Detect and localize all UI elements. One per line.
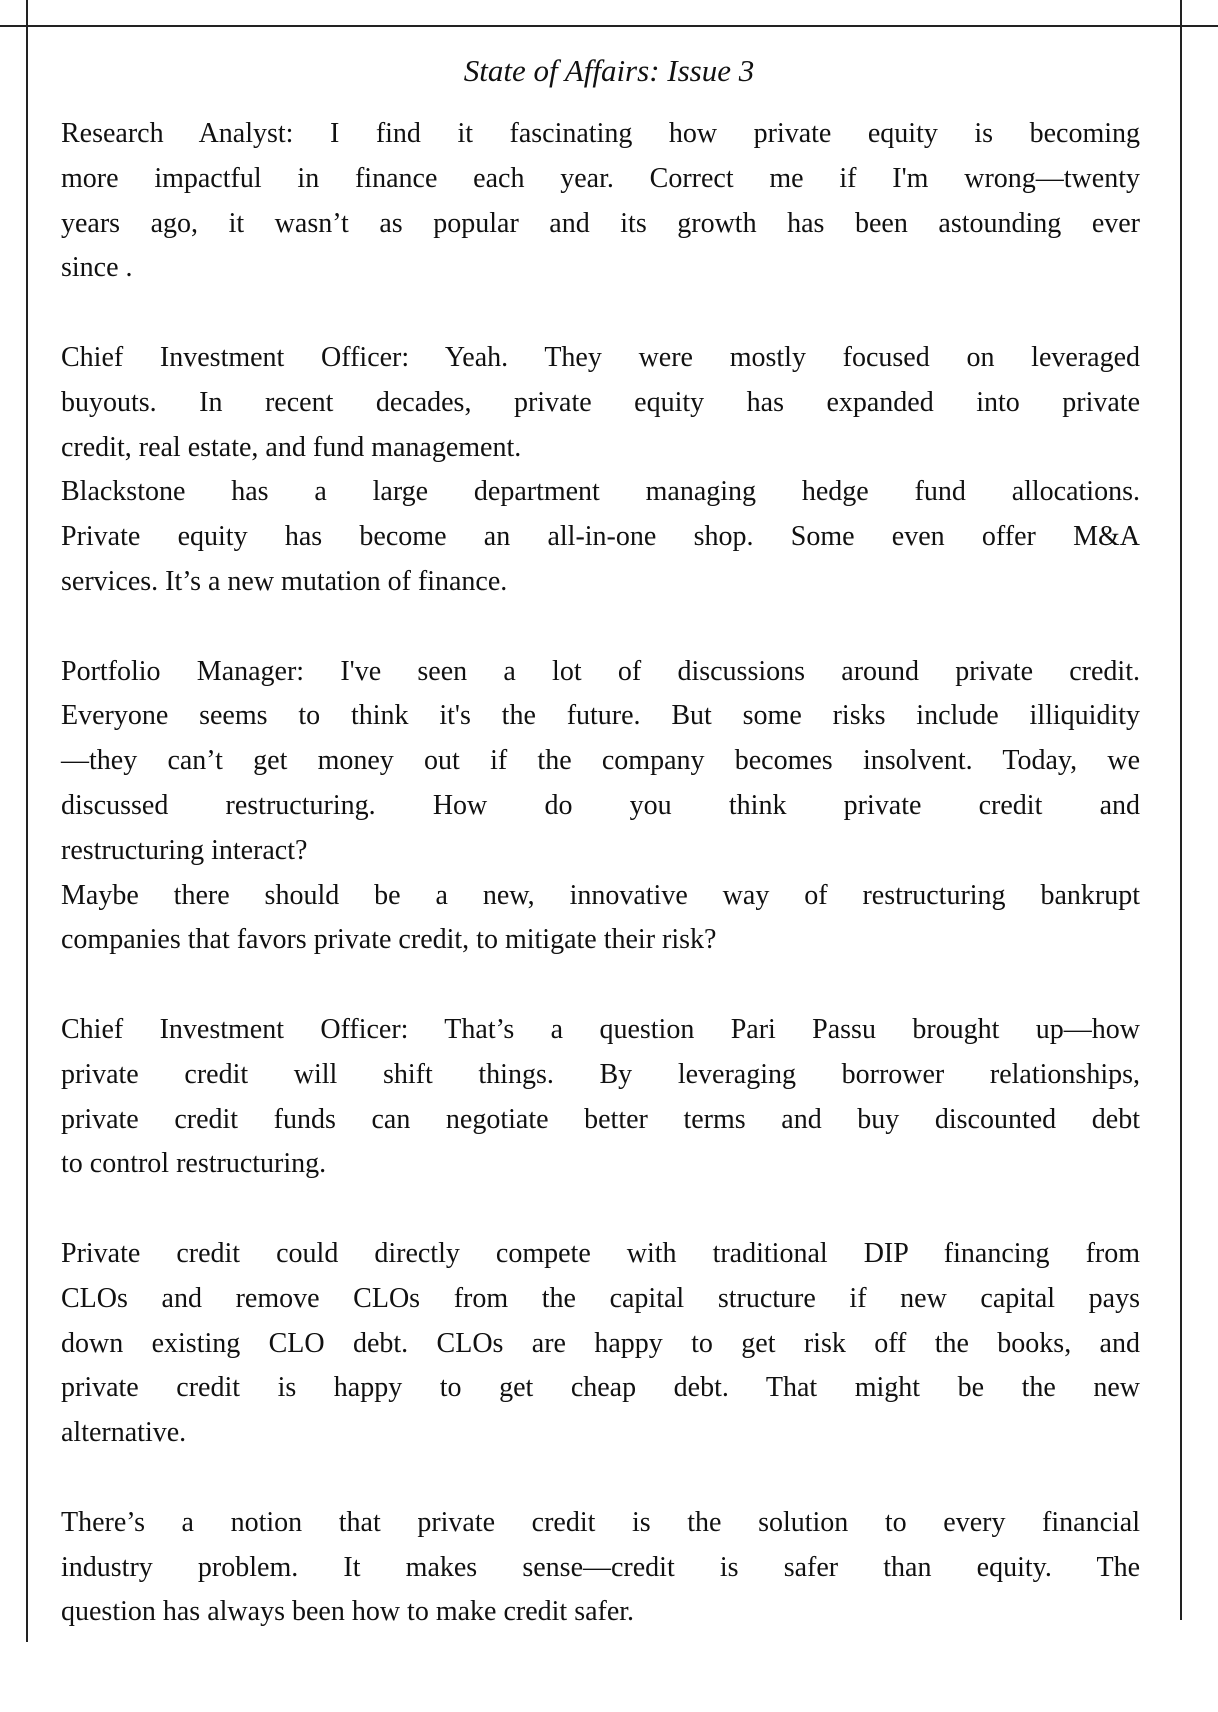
text-line: question has always been how to make credit safer. [61, 1596, 635, 1628]
text-line: private credit funds can negotiate better terms and buy discounted debt [61, 1103, 1140, 1135]
text-line: There’s a notion that private credit is the solution to every financial [61, 1506, 1140, 1538]
text-line: private credit will shift things. By leveraging borrower relationships, [61, 1058, 1140, 1090]
right-border-line [1180, 0, 1182, 1620]
paragraph [61, 650, 1140, 874]
text-line: Private equity has become an all-in-one shop. Some even offer M&A [61, 521, 1140, 553]
text-line: discussed restructuring. How do you think private credit and [61, 789, 1140, 821]
paragraph [61, 336, 1140, 470]
paragraph-gap [61, 1456, 1140, 1501]
text-line: down existing CLO debt. CLOs are happy to get risk off the books, and [61, 1327, 1140, 1359]
text-line: since . [61, 252, 133, 284]
text-line: credit, real estate, and fund management. [61, 431, 522, 463]
text-line: Portfolio Manager: I've seen a lot of discussions around private credit. [61, 655, 1140, 687]
text-line: —they can’t get money out if the company becomes insolvent. Today, we [61, 745, 1140, 777]
text-line: CLOs and remove CLOs from the capital structure if new capital pays [61, 1282, 1140, 1314]
text-line: services. It’s a new mutation of finance. [61, 565, 508, 597]
text-line: private credit is happy to get cheap debt. That might be the new [61, 1372, 1140, 1404]
text-line: more impactful in finance each year. Correct me if I'm wrong—twenty [61, 162, 1140, 194]
text-line: Everyone seems to think it's the future. But some risks include illiquidity [61, 700, 1140, 732]
document-title: State of Affairs: Issue 3 [463, 53, 755, 88]
text-line: alternative. [61, 1417, 187, 1449]
paragraph [61, 874, 1140, 964]
text-line: industry problem. It makes sense—credit is safer than equity. The [61, 1551, 1140, 1583]
text-line: buyouts. In recent decades, private equity has expanded into private [61, 386, 1140, 418]
paragraph-gap [61, 963, 1140, 1008]
paragraph [61, 1008, 1140, 1187]
left-border-line [26, 0, 28, 1642]
paragraph [61, 112, 1140, 291]
text-line: companies that favors private credit, to mitigate their risk? [61, 924, 717, 956]
text-line: Research Analyst: I find it fascinating how private equity is becoming [61, 118, 1140, 149]
paragraph-gap [61, 1187, 1140, 1232]
paragraph [61, 1501, 1140, 1635]
text-line: Maybe there should be a new, innovative way of restructuring bankrupt [61, 879, 1140, 911]
text-line: Chief Investment Officer: That’s a question Pari Passu brought up—how [61, 1013, 1140, 1045]
text-line: restructuring interact? [61, 834, 308, 866]
document-body [61, 112, 1140, 1635]
text-line: to control restructuring. [61, 1148, 327, 1180]
paragraph-gap [61, 291, 1140, 336]
text-line: Chief Investment Officer: Yeah. They were mostly focused on leveraged [61, 341, 1140, 373]
text-line: Private credit could directly compete with traditional DIP financing from [61, 1237, 1140, 1269]
text-line: years ago, it wasn’t as popular and its growth has been astounding ever [61, 207, 1140, 239]
paragraph [61, 470, 1140, 604]
top-border-line [0, 25, 1218, 27]
paragraph [61, 1232, 1140, 1456]
paragraph-gap [61, 605, 1140, 650]
text-line: Blackstone has a large department managing hedge fund allocations. [61, 476, 1140, 508]
